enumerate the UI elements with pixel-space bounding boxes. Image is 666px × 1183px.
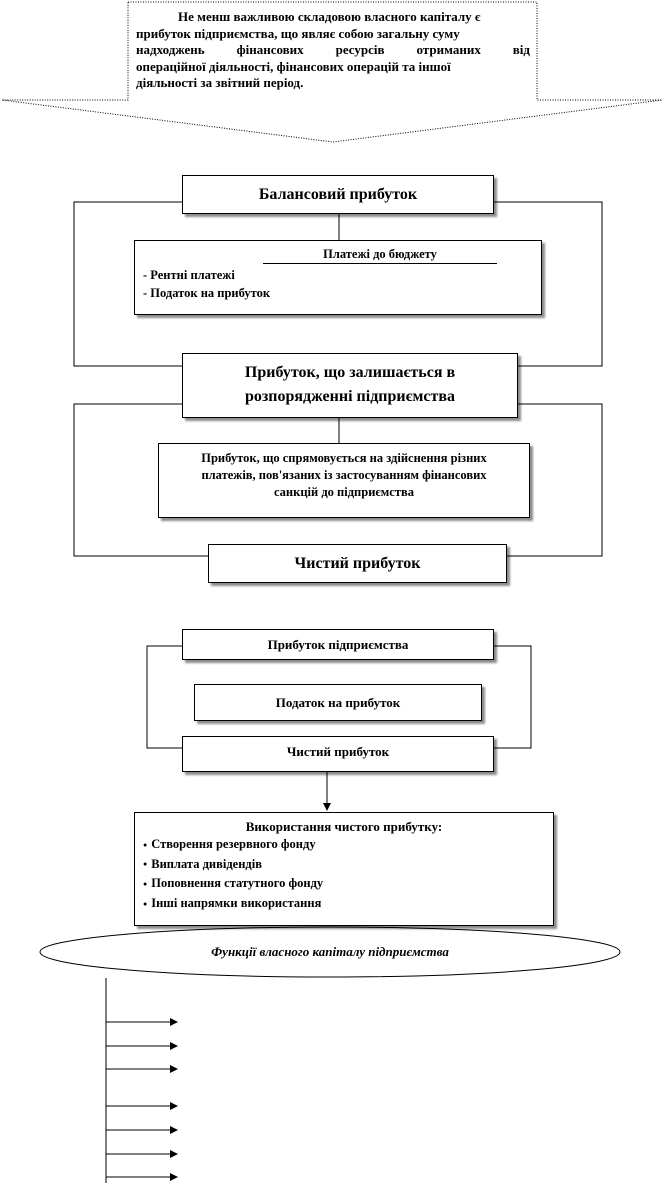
net-profit-label: Чистий прибуток [294,555,421,572]
callout-line: прибуток підприємства, що являє собою загальну суму [136,25,460,41]
list-item: - Рентні платежі [143,268,235,282]
list-item: ● Створення резервного фонду [143,835,553,855]
net-profit-box-2 [182,736,494,772]
sanctions-line: платежів, пов'язаних із застосуванням фінансових [201,468,487,482]
list-item: ● Виплата дивідендів [143,855,553,875]
list-item: ● Інші напрямки використання [143,894,553,914]
callout-line: надходжень фінансових ресурсів отриманих від [136,42,530,57]
sanctions-line: санкцій до підприємства [273,485,414,499]
usage-title: Використання чистого прибутку: [245,819,443,834]
list-item: ● Поповнення статутного фонду [143,874,553,894]
functions-title: Функції власного капіталу підприємства [211,944,449,959]
net-profit-label: Чистий прибуток [286,744,390,759]
list-item: - Податок на прибуток [143,286,271,300]
income-tax-label: Податок на прибуток [275,695,401,710]
balance-profit-label: Балансовий прибуток [258,186,418,203]
remaining-profit-line: Прибуток, що залишається в [244,364,456,381]
budget-payments-title: Платежі до бюджету [263,247,497,264]
remaining-profit-line: розпорядженні підприємства [244,388,456,405]
callout-line: Не менш важливою складовою власного капіталу є [178,9,481,24]
enterprise-profit-label: Прибуток підприємства [267,637,409,652]
net-profit-usage-box [134,812,554,926]
callout-line: операційної діяльності, фінансових операцій та іншої [136,58,451,74]
callout-line: діяльності за звітний період. [136,75,304,90]
sanctions-line: Прибуток, що спрямовується на здійснення різних [201,451,487,465]
enterprise-profit-box [182,629,494,660]
income-tax-box [194,684,482,721]
usage-list [143,835,553,914]
